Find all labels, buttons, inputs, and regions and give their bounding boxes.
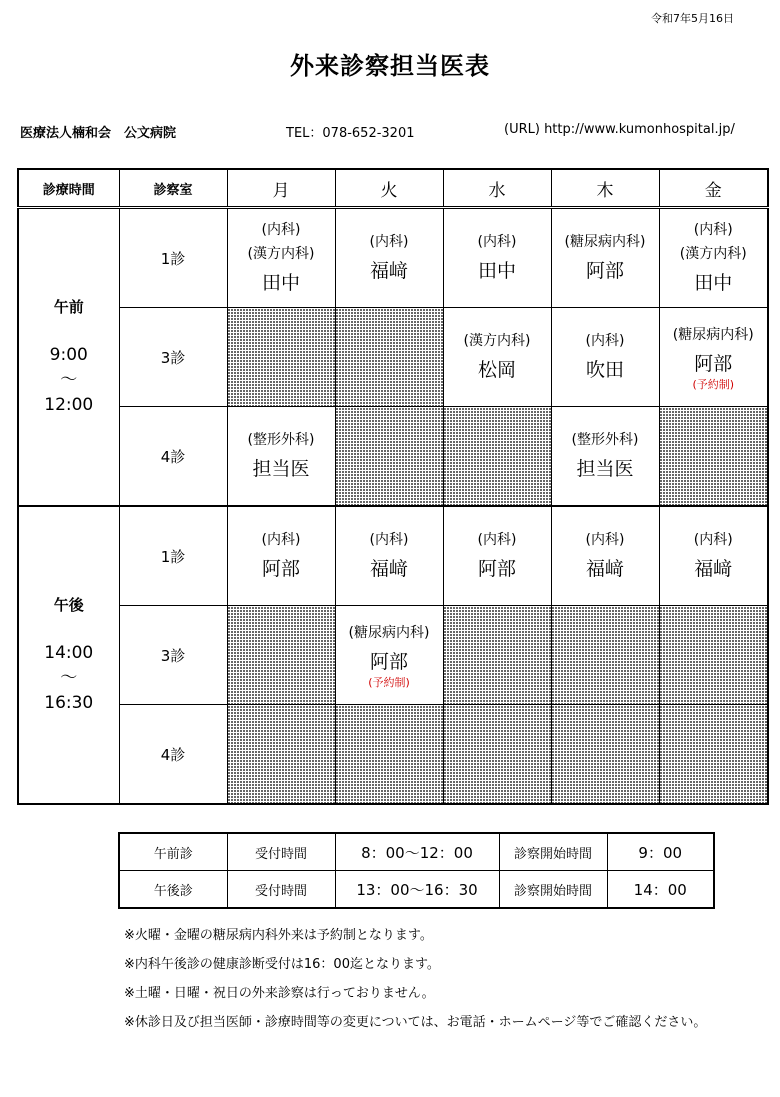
note-item: ※内科午後診の健康診断受付は16：00迄となります。 bbox=[124, 957, 440, 972]
closed-cell bbox=[659, 705, 768, 805]
room-label: 1診 bbox=[119, 208, 227, 308]
session-label: 午前診 bbox=[119, 833, 227, 871]
closed-cell bbox=[443, 606, 551, 705]
doctor-name: 担当医 bbox=[252, 458, 310, 480]
reservation-note: (予約制) bbox=[368, 676, 410, 689]
doctor-name: 阿部 bbox=[694, 353, 733, 375]
department: (内科) bbox=[261, 532, 301, 548]
closed-cell bbox=[551, 606, 659, 705]
period-cell bbox=[18, 208, 119, 507]
period-tilde: ～ bbox=[60, 668, 78, 688]
closed-cell bbox=[227, 606, 335, 705]
closed-cell bbox=[443, 407, 551, 507]
room-label: 4診 bbox=[119, 705, 227, 805]
schedule-row bbox=[18, 606, 768, 705]
department: (整形外科) bbox=[247, 432, 315, 448]
reception-time: 13：00～16：30 bbox=[335, 871, 499, 909]
hospital-name: 医療法人楠和会 公文病院 bbox=[20, 126, 177, 141]
doctor-name: 阿部 bbox=[477, 558, 516, 580]
period-end: 12:00 bbox=[44, 395, 94, 415]
doctor-cell bbox=[227, 506, 335, 606]
room-label: 1診 bbox=[119, 506, 227, 606]
notes bbox=[124, 928, 714, 1044]
doctor-cell bbox=[227, 208, 335, 308]
department: (糖尿病内科) bbox=[672, 327, 754, 343]
doctor-name: 田中 bbox=[261, 272, 300, 294]
start-label: 診察開始時間 bbox=[499, 871, 607, 909]
department: (内科) bbox=[369, 532, 409, 548]
department: (内科) bbox=[585, 333, 625, 349]
closed-cell bbox=[227, 705, 335, 805]
period-start: 9:00 bbox=[49, 345, 88, 365]
department: (内科) bbox=[693, 222, 733, 238]
doctor-cell bbox=[659, 308, 768, 407]
doctor-name: 阿部 bbox=[585, 260, 624, 282]
reception-label: 受付時間 bbox=[227, 871, 335, 909]
department: (糖尿病内科) bbox=[348, 625, 430, 641]
department: (漢方内科) bbox=[463, 333, 531, 349]
doctor-name: 福﨑 bbox=[369, 260, 408, 282]
closed-cell bbox=[335, 308, 443, 407]
header-room: 診察室 bbox=[119, 169, 227, 208]
page-title: 外来診察担当医表 bbox=[290, 52, 490, 80]
doctor-cell bbox=[659, 208, 768, 308]
reception-label: 受付時間 bbox=[227, 833, 335, 871]
header-day: 木 bbox=[551, 169, 659, 208]
schedule-row bbox=[18, 407, 768, 507]
doctor-cell bbox=[443, 208, 551, 308]
closed-cell bbox=[659, 606, 768, 705]
period-end: 16:30 bbox=[44, 693, 94, 713]
doctor-cell bbox=[551, 506, 659, 606]
doctor-name: 阿部 bbox=[261, 558, 300, 580]
header-day: 月 bbox=[227, 169, 335, 208]
closed-cell bbox=[443, 705, 551, 805]
closed-cell bbox=[335, 407, 443, 507]
doctor-cell bbox=[551, 208, 659, 308]
doctor-name: 福﨑 bbox=[585, 558, 624, 580]
period-start: 14:00 bbox=[44, 643, 94, 663]
department: (漢方内科) bbox=[679, 246, 747, 262]
website-url[interactable]: (URL) http://www.kumonhospital.jp/ bbox=[504, 122, 735, 137]
note-item: ※土曜・日曜・祝日の外来診察は行っておりません。 bbox=[124, 986, 435, 1001]
doctor-name: 担当医 bbox=[576, 458, 634, 480]
doctor-name: 福﨑 bbox=[369, 558, 408, 580]
header-day: 水 bbox=[443, 169, 551, 208]
doctor-name: 松岡 bbox=[477, 359, 516, 381]
hospital-info bbox=[20, 122, 765, 142]
department: (内科) bbox=[693, 532, 733, 548]
schedule-row bbox=[18, 308, 768, 407]
session-label: 午後診 bbox=[119, 871, 227, 909]
doctor-cell bbox=[443, 506, 551, 606]
room-label: 3診 bbox=[119, 308, 227, 407]
period-name: 午前 bbox=[53, 298, 84, 316]
doctor-name: 田中 bbox=[477, 260, 516, 282]
department: (内科) bbox=[477, 234, 517, 250]
header-day: 金 bbox=[659, 169, 768, 208]
start-time: 9：00 bbox=[607, 833, 714, 871]
reception-row bbox=[119, 833, 714, 871]
note-item: ※休診日及び担当医師・診療時間等の変更については、お電話・ホームページ等でご確認ください。 bbox=[124, 1015, 707, 1030]
schedule-row bbox=[18, 705, 768, 805]
phone-number: TEL：078-652-3201 bbox=[286, 126, 415, 141]
start-label: 診察開始時間 bbox=[499, 833, 607, 871]
start-time: 14：00 bbox=[607, 871, 714, 909]
schedule-header-row bbox=[18, 169, 768, 208]
doctor-cell bbox=[659, 506, 768, 606]
department: (整形外科) bbox=[571, 432, 639, 448]
room-label: 4診 bbox=[119, 407, 227, 507]
header-time: 診療時間 bbox=[18, 169, 119, 208]
note-item: ※火曜・金曜の糖尿病内科外来は予約制となります。 bbox=[124, 928, 433, 943]
doctor-cell bbox=[335, 606, 443, 705]
doctor-cell bbox=[335, 208, 443, 308]
doctor-cell bbox=[227, 407, 335, 507]
doctor-name: 阿部 bbox=[369, 651, 408, 673]
issue-date: 令和7年5月16日 bbox=[651, 12, 734, 25]
closed-cell bbox=[551, 705, 659, 805]
doctor-cell bbox=[551, 407, 659, 507]
schedule-row bbox=[18, 208, 768, 308]
closed-cell bbox=[335, 705, 443, 805]
period-tilde: ～ bbox=[60, 370, 78, 390]
schedule-row bbox=[18, 506, 768, 606]
period-cell bbox=[18, 506, 119, 804]
department: (内科) bbox=[477, 532, 517, 548]
header-day: 火 bbox=[335, 169, 443, 208]
department: (内科) bbox=[261, 222, 301, 238]
doctor-cell bbox=[443, 308, 551, 407]
period-name: 午後 bbox=[53, 596, 84, 614]
closed-cell bbox=[659, 407, 768, 507]
doctor-cell bbox=[551, 308, 659, 407]
doctor-name: 吹田 bbox=[585, 359, 624, 381]
doctor-cell bbox=[335, 506, 443, 606]
doctor-name: 福﨑 bbox=[694, 558, 733, 580]
schedule-table bbox=[17, 168, 769, 805]
doctor-name: 田中 bbox=[694, 272, 733, 294]
reception-table bbox=[118, 832, 715, 909]
department: (糖尿病内科) bbox=[564, 234, 646, 250]
closed-cell bbox=[227, 308, 335, 407]
department: (漢方内科) bbox=[247, 246, 315, 262]
reception-row bbox=[119, 871, 714, 909]
department: (内科) bbox=[585, 532, 625, 548]
department: (内科) bbox=[369, 234, 409, 250]
reception-time: 8：00～12：00 bbox=[335, 833, 499, 871]
room-label: 3診 bbox=[119, 606, 227, 705]
reservation-note: (予約制) bbox=[692, 378, 735, 391]
